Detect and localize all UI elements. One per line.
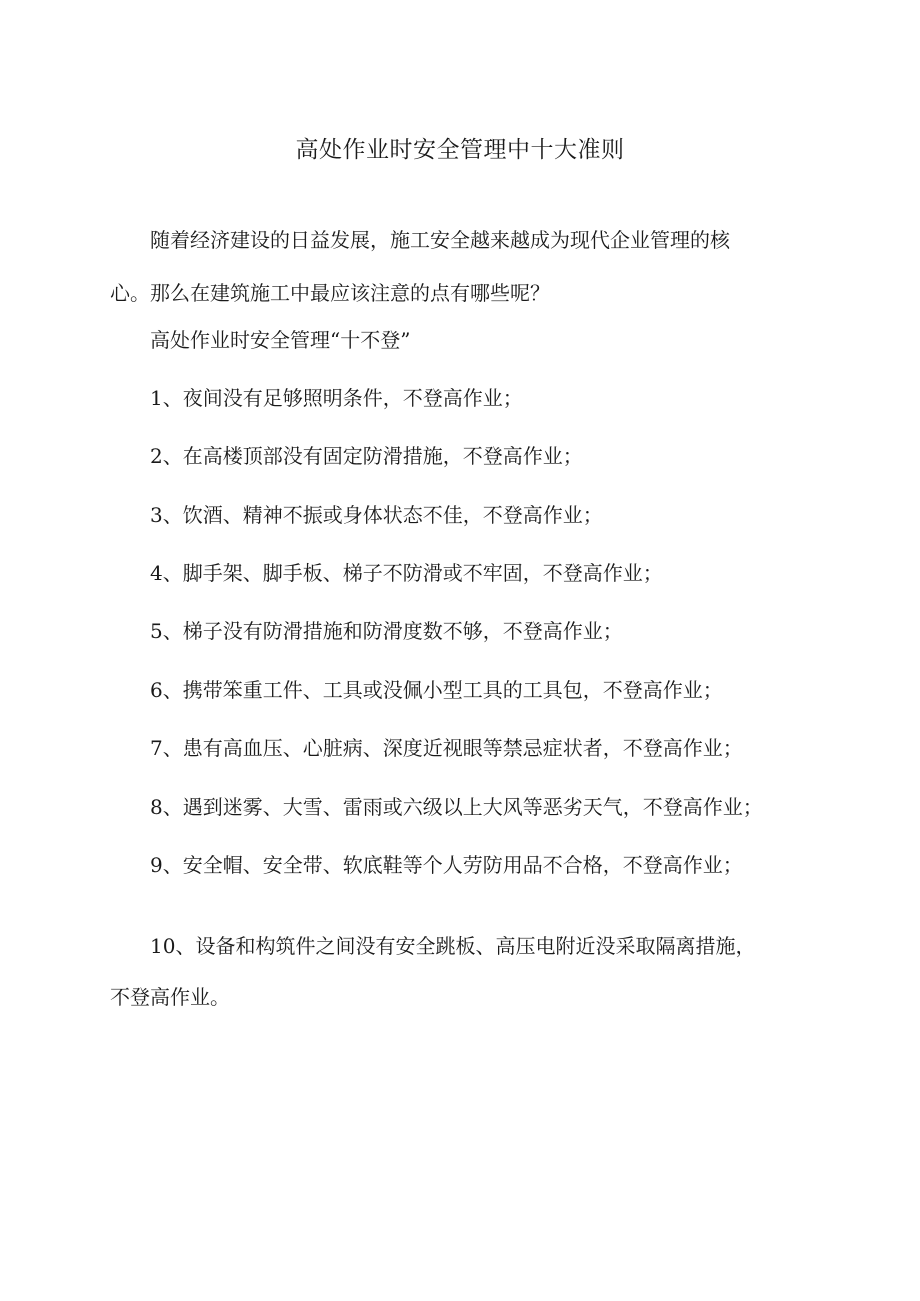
list-item: 3、饮酒、精神不振或身体状态不佳，不登高作业； (150, 503, 603, 527)
list-item: 4、脚手架、脚手板、梯子不防滑或不牢固，不登高作业； (150, 561, 663, 585)
list-item: 2、在高楼顶部没有固定防滑措施，不登高作业； (150, 444, 583, 468)
document-title: 高处作业时安全管理中十大准则 (295, 137, 625, 163)
rule-10-line-1: 10、设备和构筑件之间没有安全跳板、高压电附近没采取隔离措施， (150, 934, 756, 958)
intro-line-2: 心。那么在建筑施工中最应该注意的点有哪些呢？ (110, 281, 550, 305)
rule-10-line-2: 不登高作业。 (110, 985, 230, 1009)
list-item: 9、安全帽、安全带、软底鞋等个人劳防用品不合格，不登高作业； (150, 853, 743, 877)
list-item: 5、梯子没有防滑措施和防滑度数不够，不登高作业； (150, 619, 623, 643)
list-item: 6、携带笨重工件、工具或没佩小型工具的工具包，不登高作业； (150, 678, 723, 702)
intro-line-1: 随着经济建设的日益发展，施工安全越来越成为现代企业管理的核 (150, 228, 730, 252)
subtitle: 高处作业时安全管理“十不登” (150, 328, 411, 352)
list-item: 8、遇到迷雾、大雪、雷雨或六级以上大风等恶劣天气，不登高作业； (150, 795, 763, 819)
list-item: 1、夜间没有足够照明条件，不登高作业； (150, 386, 523, 410)
list-item: 7、患有高血压、心脏病、深度近视眼等禁忌症状者，不登高作业； (150, 736, 743, 760)
